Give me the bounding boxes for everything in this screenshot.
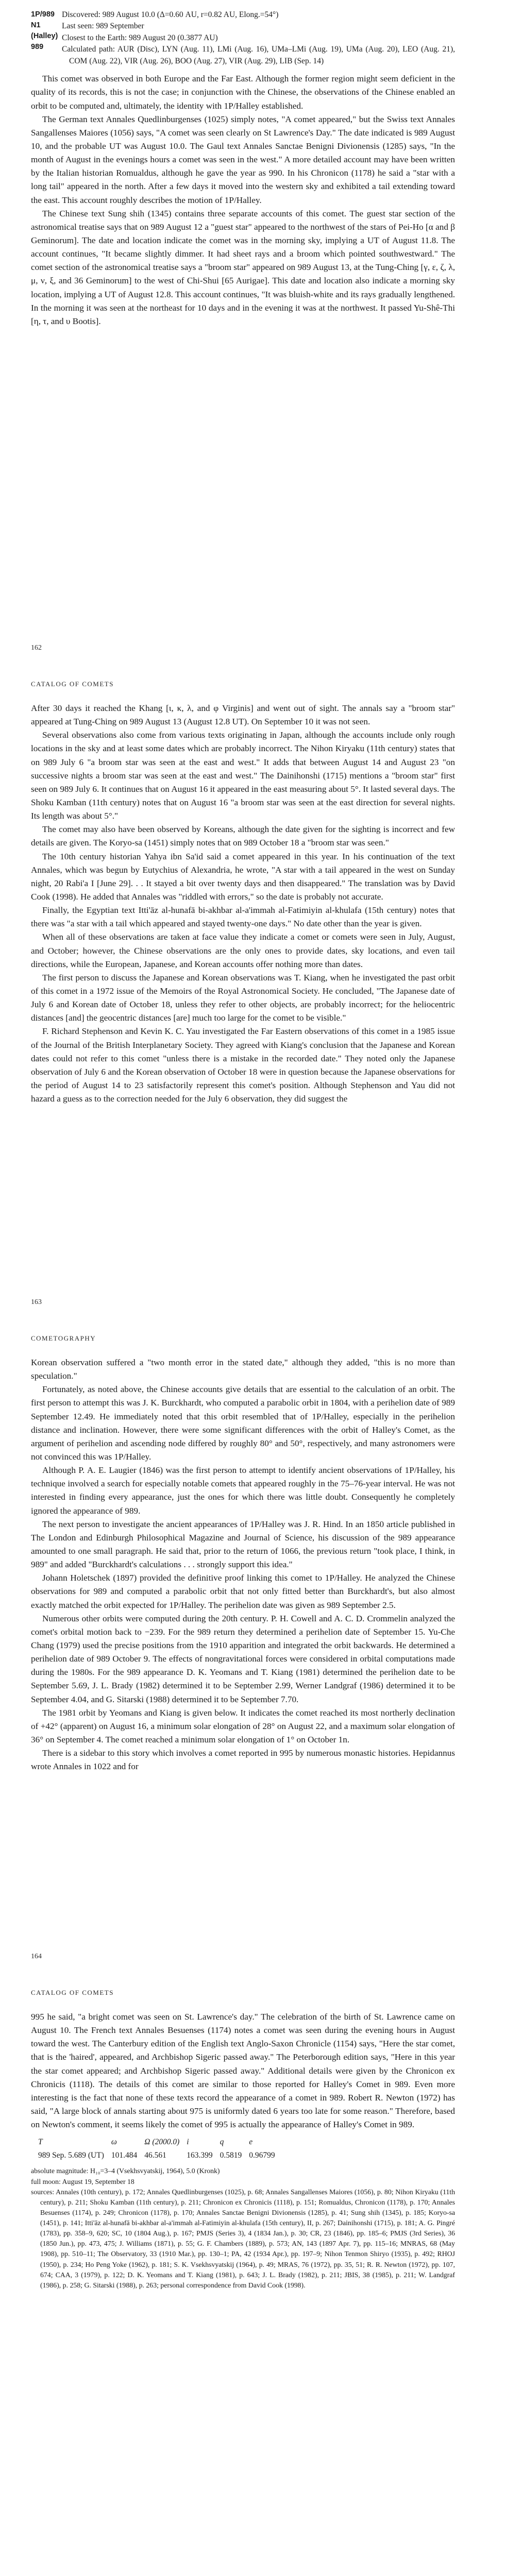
orbit-value: 989 Sep. 5.689 (UT) xyxy=(38,2150,104,2160)
paragraph: The next person to investigate the ancient appearances of 1P/Halley was J. R. Hind. In an 1850 article published in The London and Edinburgh Philosophical Magazine and Journal of Science, his discussion of the 989 appearance amounted to one small paragraph. He said that, prior to the return of 1066, the previous return "took place, I think, in 989" and added "Burckhardt's calculations . . . strongly support this idea." xyxy=(31,1519,455,1570)
page-content xyxy=(31,1356,455,1773)
orbit-header: ω xyxy=(111,2138,117,2147)
paragraph: The Chinese text Sung shih (1345) contains three separate accounts of this comet. The guest star section of the astronomical treatise says that on 989 August 12 a "guest star" appeared to the northwest of the stars of Pei-Ho [α and β Geminorum]. The date and location indicate the comet was in the morning sky, implying a UT of August 11.8. The account continues, "It became slightly dimmer. It had sheet rays and a broom which pointed southwestward." The comet section of the astronomical treatise says a "broom star" appeared on 989 August 13, at the Tung-Ching [γ, ε, ζ, λ, μ, ν, ξ, and 36 Geminorum] to the west of Chi-Shui [65 Aurigae]. This date and location also indicate a morning sky location, implying a UT of August 12.8. This account continues, "It was bluish-white and its rays gradually lengthened. In the morning it was seen at the northeast for 10 days and in the evening it was at the northwest. It passed Yu-Shê-Thi [η, τ, and υ Bootis]. xyxy=(31,208,455,326)
orbit-header: q xyxy=(220,2138,224,2147)
paragraph: Although P. A. E. Laugier (1846) was the first person to attempt to identify ancient observations of 1P/Halley, his technique involved a search for especially notable comets that appeared roughly in the 75–76-year interval. He was not interested in finding every appearance, just the ones for which there was little doubt. Consequently he completely ignored the appearance of 989. xyxy=(31,1465,455,1516)
calculated-path-field: Calculated path: AUR (Disc), LYN (Aug. 11), LMi (Aug. 16), UMa–LMi (Aug. 19), UMa (Aug. 20), LEO (Aug. 21), COM (Aug. 22), VIR (Aug. 26), BOO (Aug. 27), VIR (Aug. 29), LIB (Sep. 14) xyxy=(62,45,455,65)
designation: 1P/989 N1 xyxy=(31,10,55,30)
orbit-header-row xyxy=(38,2136,282,2149)
comet-name: (Halley) xyxy=(31,32,58,41)
paragraph: Johann Holetschek (1897) provided the definitive proof linking this comet to 1P/Halley. He analyzed the Chinese observations for 989 and computed a parabolic orbit that not only fitted better than Burckhardt's, but also almost exactly matched the orbit expected for 1P/Halley. The perihelion date was given as 989 September 2.5. xyxy=(31,1573,455,1610)
absolute-magnitude-note: absolute magnitude: H₁₀=3–4 (Vsekhsvyatskij, 1964), 5.0 (Kronk) xyxy=(31,2167,220,2175)
page-163 xyxy=(0,665,522,1319)
orbit-header: i xyxy=(187,2138,189,2147)
page-number: 162 xyxy=(31,644,42,652)
running-head: COMETOGRAPHY xyxy=(31,1334,96,1342)
orbit-value: 0.96799 xyxy=(249,2150,275,2160)
comet-entry-header xyxy=(31,9,455,67)
paragraph: F. Richard Stephenson and Kevin K. C. Yau investigated the Far Eastern observations of this comet in a 1985 issue of the Journal of the British Interplanetary Society. They agreed with Kiang's conclusion that the Japanese and Korean dates could not refer to this comet "unless there is a mistake in the recorded date." They noted only the Japanese observation of July 6 and the Korean observation of October 18 were in question because the Japanese observations for the period of August 14 to 23 satisfactorily represent this comet's position. Although Stephenson and Yau did not hazard a guess as to the correction needed for the July 6 observation, they did suggest the xyxy=(31,1026,455,1104)
page-165 xyxy=(0,1973,522,2576)
entry-designation xyxy=(31,9,62,67)
page-162 xyxy=(0,0,522,665)
page-content xyxy=(31,2010,455,2291)
orbit-value: 46.561 xyxy=(144,2150,166,2160)
paragraph: There is a sidebar to this story which involves a comet reported in 995 by numerous monastic histories. Hepidannus wrote Annales in 1022 and for xyxy=(31,1748,455,1772)
page-164 xyxy=(0,1319,522,1973)
page-content xyxy=(31,702,455,1106)
paragraph: When all of these observations are taken at face value they indicate a comet or comets were seen in July, August, and October; however, the Chinese observations are the only ones to provide dates, sky locations, and even tail directions, while the European, Japanese, and Korean accounts offer nothing more than dates. xyxy=(31,932,455,969)
orbit-value: 163.399 xyxy=(187,2150,213,2160)
paragraph: This comet was observed in both Europe and the Far East. Although the former region might seem deficient in the quality of its records, this is not the case; in conjunction with the Chinese, the observations of the Chinese enabled an orbit to be computed and, ultimately, the identity with 1P/Halley established. xyxy=(31,74,455,111)
entry-year: 989 xyxy=(31,43,44,52)
orbit-header: T xyxy=(38,2138,43,2147)
sources-note: sources: Annales (10th century), p. 172; Annales Quedlinburgenses (1025), p. 68; Annales Sangallenses Maiores (1056), p. 80; Nihon Kiryaku (11th century), p. 211; Shoku Kamban (11th century), p. 211; Chronicon ex Chronicis (1118), p. 151; Romualdus, Chronicon (1178), p. 170; Annales Besuenses (1174), p. 249; Chronicon (1178), p. 170; Annales Sanctae Benigni Divionensis (1285), p. 41; Sung shih (1345), p. 185; Koryo-sa (1451), p. 141; Itti'āz al-hunafā bi-akhbar al-a'immah al-Fatimiyin al-khulafa (15th century), II, p. 267; Dainihonshi (1715), p. 181; A. G. Pingré (1783), pp. 358–9, 620; SC, 10 (1804 Aug.), p. 167; PMJS (Series 3), 4 (1834 Jan.), p. 30; CR, 23 (1846), pp. 185–6; PMJS (3rd Series), 36 (1850 Jun.), pp. 473, 475; J. Williams (1871), p. 55; G. F. Chambers (1889), p. 573; AN, 143 (1897 Apr. 7), pp. 115–16; MNRAS, 68 (May 1908), pp. 510–11; The Observatory, 33 (1910 Mar.), pp. 130–1; PA, 42 (1934 Apr.), pp. 197–9; Nihon Tenmon Shiryo (1935), p. 492; RHOJ (1950), p. 234; Ho Peng Yoke (1962), p. 181; S. K. Vsekhsvyatskij (1964), p. 49; MRAS, 76 (1972), pp. 35, 51; R. R. Newton (1972), pp. 107, 674; CAA, 3 (1979), p. 122; D. K. Yeomans and T. Kiang (1981), p. 643; J. L. Brady (1982), p. 211; JBIS, 38 (1985), p. 211; W. Landgraf (1986), p. 258; G. Sitarski (1988), p. 263; personal correspondence from David Cook (1998). xyxy=(31,2188,455,2289)
orbit-value-row xyxy=(38,2149,282,2162)
page-content xyxy=(31,9,455,328)
paragraph: Korean observation suffered a "two month error in the stated date," although they added, "this is no more than speculation." xyxy=(31,1358,455,1381)
running-head: CATALOG OF COMETS xyxy=(31,680,114,688)
paragraph: 995 he said, "a bright comet was seen on St. Lawrence's day." The celebration of the birth of St. Lawrence came on August 10. The French text Annales Besuenses (1174) notes a comet was seen during the evening hours in August toward the west. The Canterbury edition of the English text Anglo-Saxon Chronicle (1154) says, "Here the star comet, that is the 'haired', appeared, and Archbishop Sigeric passed away." The Peterborough edition says, "Here in this year the star comet appeared; and Archbishop Sigeric passed away." Additional details were given by the Chronicon ex Chronicis (1118). The details of this comet are similar to those reported for Halley's Comet in 989. Even more interesting is the fact that none of these texts record the appearance of a comet in 989. Robert R. Newton (1972) has said, "A large block of annals starting about 975 is uniformly dated 6 years too late for some reason." Therefore, based on Newton's comment, it seems likely the comet of 995 is actually the appearance of Halley's Comet in 989. xyxy=(31,2012,455,2130)
paragraph: The 10th century historian Yahya ibn Sa'id said a comet appeared in this year. In his continuation of the text Annales, which was begun by Eutychius of Alexandria, he wrote, "A star with a tail appeared in the west on Sunday night, 20 Rabi'a I [June 29]. . . It stayed a bit over twenty days and then disappeared." The translation was by David Cook (1998). He added that Annales was "riddled with errors," so the date is probably not accurate. xyxy=(31,851,455,902)
paragraph: The German text Annales Quedlinburgenses (1025) simply notes, "A comet appeared," but the Swiss text Annales Sangallenses Maiores (1056) says, "A comet was seen clearly on St Lawrence's Day." The date indicated is 989 August 10, and the probable UT was August 10.0. The Gaul text Annales Sanctae Benigni Divionensis (1285) says, "In the month of August in the evenings hours a comet was seen in the west." A more detailed account may have been written by the Italian historian Romualdus, although he gave the year as 990. In his Chronicon (1178) he said a "star with a long tail" appeared in the north. After a few days it moved into the western sky and exhibited a tail extending toward the east. This account roughly describes the motion of 1P/Halley. xyxy=(31,114,455,205)
discovered-field: Discovered: 989 August 10.0 (Δ=0.60 AU, r=0.82 AU, Elong.=54°) xyxy=(62,10,279,19)
entry-fields xyxy=(62,9,455,67)
running-head: CATALOG OF COMETS xyxy=(31,1989,114,1996)
orbit-value: 101.484 xyxy=(111,2150,138,2160)
paragraph: Finally, the Egyptian text Itti'āz al-hunafā bi-akhbar al-a'immah al-Fatimiyin al-khulafa (15th century) notes that there was "a star with a tail which appeared and stayed twenty-one days." No date other than the year is given. xyxy=(31,905,455,929)
paragraph: The first person to discuss the Japanese and Korean observations was T. Kiang, when he investigated the past orbit of this comet in a 1972 issue of the Memoirs of the Royal Astronomical Society. He concluded, "The Japanese date of July 6 and Korean date of October 18, unless they refer to other objects, are probably incorrect; for the heliocentric distances [and] the geocentric distances [are] much too large for the comet to be visible." xyxy=(31,972,455,1023)
entry-notes xyxy=(31,2166,455,2291)
paragraph: Fortunately, as noted above, the Chinese accounts give details that are essential to the calculation of an orbit. The first person to attempt this was J. K. Burckhardt, who computed a parabolic orbit in 1804, with a perihelion date of 989 September 12.49. He immediately noted that this orbit resembled that of 1P/Halley, especially in the perihelion distance and inclination. However, there were some significant differences with the orbit of Halley's Comet, as the argument of perihelion and ascending node differed by roughly 80° and 50°, respectively, and many astronomers were not convinced this was 1P/Halley. xyxy=(31,1384,455,1462)
paragraph: After 30 days it reached the Khang [ι, κ, λ, and φ Virginis] and went out of sight. The annals say a "broom star" appeared at Tung-Ching on 989 August 13 (August 12.8 UT). On September 10 it was not seen. xyxy=(31,703,455,727)
paragraph: The 1981 orbit by Yeomans and Kiang is given below. It indicates the comet reached its most northerly declination of +42° (apparent) on August 16, a minimum solar elongation of 28° on August 22, and a maximum solar elongation of 36° on September 4. The comet reached a minimum solar elongation of 1° on October 1n. xyxy=(31,1707,455,1744)
page-number: 164 xyxy=(31,1953,42,1960)
paragraph: Numerous other orbits were computed during the 20th century. P. H. Cowell and A. C. D. Crommelin analyzed the comet's orbital motion back to −239. For the 989 return they determined a perihelion date of September 15. Yu-Che Chang (1979) used the precise positions from the 1910 apparition and integrated the orbit backwards. He determined a perihelion date of 989 October 9. The effects of nongravitational forces were considered in orbital computations made during the 1980s. For the 989 appearance D. K. Yeomans and T. Kiang (1981) determined the perihelion date to be September 5.69, J. L. Brady (1982) determined it to be September 2.99, Werner Landgraf (1986) determined it to be September 4.04, and G. Sitarski (1988) determined it to be September 7.70. xyxy=(31,1613,455,1704)
paragraph: Several observations also come from various texts originating in Japan, although the accounts include only rough locations in the sky and at least some dates which are probably incorrect. The Nihon Kiryaku (11th century) states that on 989 July 6 "a broom star was seen at the east and west." It adds that between August 14 and August 23 "on successive nights a broom star was seen at the east and west." The Dainihonshi (1715) mentions a "broom star" first seen on 989 July 6. It continues that on August 16 it appeared in the east measuring about 5°. It lasted several days. The Shoku Kamban (11th century) notes that on August 16 "a broom star was seen at the east direction for several nights. Its length was about 5°." xyxy=(31,730,455,821)
orbit-header: Ω (2000.0) xyxy=(144,2138,180,2147)
page-number: 163 xyxy=(31,1298,42,1306)
orbital-elements-table xyxy=(38,2136,282,2162)
last-seen-field: Last seen: 989 September xyxy=(62,22,144,31)
orbit-header: e xyxy=(249,2138,253,2147)
orbit-value: 0.5819 xyxy=(220,2150,242,2160)
closest-earth-field: Closest to the Earth: 989 August 20 (0.3877 AU) xyxy=(62,33,218,42)
paragraph: The comet may also have been observed by Koreans, although the date given for the sighting is incorrect and few details are given. The Koryo-sa (1451) simply notes that on 989 October 18 a "broom star was seen." xyxy=(31,824,455,848)
full-moon-note: full moon: August 19, September 18 xyxy=(31,2177,134,2185)
